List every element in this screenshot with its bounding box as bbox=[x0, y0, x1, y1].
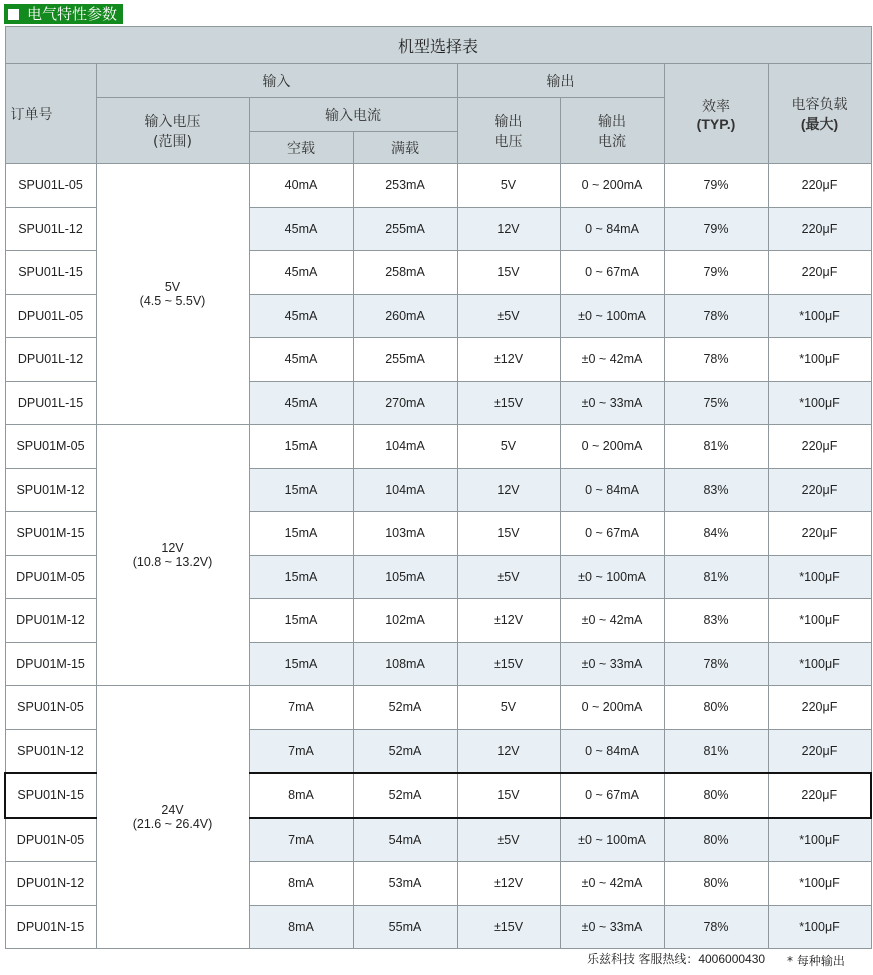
full-load-current-cell: 258mA bbox=[353, 251, 457, 295]
efficiency-cell: 79% bbox=[664, 164, 768, 208]
full-load-current-cell: 108mA bbox=[353, 642, 457, 686]
header-output-voltage-line2: 电压 bbox=[494, 133, 523, 150]
no-load-current-cell: 45mA bbox=[249, 294, 353, 338]
no-load-current-cell: 8mA bbox=[249, 773, 353, 818]
output-voltage-cell: ±15V bbox=[457, 642, 560, 686]
cap-load-cell: 220μF bbox=[768, 207, 871, 251]
model-cell: DPU01M-12 bbox=[5, 599, 96, 643]
no-load-current-cell: 40mA bbox=[249, 164, 353, 208]
model-cell: DPU01L-12 bbox=[5, 338, 96, 382]
output-voltage-cell: ±5V bbox=[457, 818, 560, 862]
no-load-current-cell: 45mA bbox=[249, 381, 353, 425]
header-output-voltage bbox=[457, 98, 560, 164]
square-icon bbox=[8, 9, 19, 20]
model-cell: SPU01N-15 bbox=[5, 773, 96, 818]
input-voltage-cell bbox=[96, 686, 249, 949]
cap-load-cell: *100μF bbox=[768, 381, 871, 425]
cap-load-cell: 220μF bbox=[768, 468, 871, 512]
cap-load-cell: *100μF bbox=[768, 862, 871, 906]
output-voltage-cell: 12V bbox=[457, 468, 560, 512]
no-load-current-cell: 15mA bbox=[249, 555, 353, 599]
output-current-cell: ±0 ~ 100mA bbox=[560, 294, 664, 338]
output-voltage-cell: ±15V bbox=[457, 381, 560, 425]
header-input-voltage-range: (范围) bbox=[153, 133, 192, 150]
full-load-current-cell: 253mA bbox=[353, 164, 457, 208]
output-voltage-cell: 12V bbox=[457, 729, 560, 773]
output-voltage-cell: ±5V bbox=[457, 294, 560, 338]
output-voltage-cell: 15V bbox=[457, 512, 560, 556]
full-load-current-cell: 53mA bbox=[353, 862, 457, 906]
output-voltage-cell: ±12V bbox=[457, 338, 560, 382]
efficiency-cell: 78% bbox=[664, 642, 768, 686]
header-output-current bbox=[560, 98, 664, 164]
output-current-cell: 0 ~ 200mA bbox=[560, 164, 664, 208]
header-input-voltage bbox=[96, 98, 249, 164]
full-load-current-cell: 52mA bbox=[353, 729, 457, 773]
efficiency-cell: 78% bbox=[664, 905, 768, 949]
cap-load-cell: 220μF bbox=[768, 729, 871, 773]
no-load-current-cell: 45mA bbox=[249, 207, 353, 251]
cap-load-cell: 220μF bbox=[768, 512, 871, 556]
no-load-current-cell: 15mA bbox=[249, 599, 353, 643]
output-current-cell: 0 ~ 67mA bbox=[560, 251, 664, 295]
no-load-current-cell: 45mA bbox=[249, 338, 353, 382]
efficiency-cell: 75% bbox=[664, 381, 768, 425]
full-load-current-cell: 54mA bbox=[353, 818, 457, 862]
header-output-current-line1: 输出 bbox=[598, 113, 626, 130]
output-voltage-cell: 5V bbox=[457, 164, 560, 208]
full-load-current-cell: 102mA bbox=[353, 599, 457, 643]
cap-load-cell: *100μF bbox=[768, 294, 871, 338]
full-load-current-cell: 105mA bbox=[353, 555, 457, 599]
header-no-load: 空载 bbox=[249, 132, 353, 164]
efficiency-cell: 80% bbox=[664, 773, 768, 818]
cap-load-cell: 220μF bbox=[768, 686, 871, 730]
cap-load-cell: *100μF bbox=[768, 555, 871, 599]
output-voltage-cell: 15V bbox=[457, 773, 560, 818]
model-cell: SPU01M-12 bbox=[5, 468, 96, 512]
efficiency-cell: 80% bbox=[664, 818, 768, 862]
table-row bbox=[5, 686, 871, 730]
no-load-current-cell: 7mA bbox=[249, 686, 353, 730]
input-voltage-value: 12V bbox=[161, 541, 184, 555]
output-voltage-cell: 5V bbox=[457, 425, 560, 469]
header-cap-load-label: 电容负载 bbox=[791, 96, 848, 113]
input-voltage-range: (10.8 ~ 13.2V) bbox=[132, 555, 213, 569]
model-cell: DPU01N-15 bbox=[5, 905, 96, 949]
efficiency-cell: 83% bbox=[664, 468, 768, 512]
output-current-cell: 0 ~ 84mA bbox=[560, 729, 664, 773]
output-current-cell: ±0 ~ 42mA bbox=[560, 338, 664, 382]
model-cell: DPU01N-05 bbox=[5, 818, 96, 862]
output-current-cell: ±0 ~ 42mA bbox=[560, 862, 664, 906]
output-current-cell: 0 ~ 84mA bbox=[560, 468, 664, 512]
efficiency-cell: 81% bbox=[664, 729, 768, 773]
full-load-current-cell: 255mA bbox=[353, 207, 457, 251]
header-full-load: 满载 bbox=[353, 132, 457, 164]
efficiency-cell: 83% bbox=[664, 599, 768, 643]
header-efficiency-typ: (TYP.) bbox=[696, 115, 736, 132]
full-load-current-cell: 103mA bbox=[353, 512, 457, 556]
output-current-cell: 0 ~ 200mA bbox=[560, 686, 664, 730]
table-caption-row bbox=[5, 27, 871, 64]
full-load-current-cell: 270mA bbox=[353, 381, 457, 425]
table-row bbox=[5, 425, 871, 469]
model-cell: SPU01M-05 bbox=[5, 425, 96, 469]
input-voltage-range: (4.5 ~ 5.5V) bbox=[139, 294, 206, 308]
output-current-cell: 0 ~ 200mA bbox=[560, 425, 664, 469]
model-cell: DPU01M-05 bbox=[5, 555, 96, 599]
output-current-cell: ±0 ~ 33mA bbox=[560, 642, 664, 686]
full-load-current-cell: 55mA bbox=[353, 905, 457, 949]
table-caption: 机型选择表 bbox=[5, 27, 871, 64]
output-current-cell: 0 ~ 84mA bbox=[560, 207, 664, 251]
output-voltage-cell: ±12V bbox=[457, 862, 560, 906]
header-input: 输入 bbox=[96, 64, 457, 98]
cap-load-cell: *100μF bbox=[768, 818, 871, 862]
no-load-current-cell: 45mA bbox=[249, 251, 353, 295]
full-load-current-cell: 52mA bbox=[353, 686, 457, 730]
header-output-voltage-line1: 输出 bbox=[494, 113, 523, 130]
footer-note: * 每种输出 bbox=[787, 954, 845, 968]
header-efficiency-label: 效率 bbox=[702, 98, 730, 115]
section-title: 电气特性参数 bbox=[27, 5, 118, 23]
efficiency-cell: 81% bbox=[664, 555, 768, 599]
model-cell: SPU01L-15 bbox=[5, 251, 96, 295]
output-voltage-cell: ±5V bbox=[457, 555, 560, 599]
header-order-no: 订单号 bbox=[5, 64, 96, 164]
table-row bbox=[5, 164, 871, 208]
header-cap-load bbox=[768, 64, 871, 164]
output-current-cell: ±0 ~ 100mA bbox=[560, 555, 664, 599]
input-voltage-value: 24V bbox=[161, 803, 184, 817]
efficiency-cell: 81% bbox=[664, 425, 768, 469]
output-voltage-cell: 15V bbox=[457, 251, 560, 295]
output-voltage-cell: 12V bbox=[457, 207, 560, 251]
output-voltage-cell: ±12V bbox=[457, 599, 560, 643]
cap-load-cell: 220μF bbox=[768, 773, 871, 818]
input-voltage-cell bbox=[96, 164, 249, 425]
efficiency-cell: 79% bbox=[664, 207, 768, 251]
output-current-cell: ±0 ~ 100mA bbox=[560, 818, 664, 862]
model-cell: SPU01M-15 bbox=[5, 512, 96, 556]
model-cell: DPU01M-15 bbox=[5, 642, 96, 686]
model-selection-table bbox=[4, 26, 872, 949]
header-input-voltage-label: 输入电压 bbox=[144, 113, 201, 130]
full-load-current-cell: 104mA bbox=[353, 425, 457, 469]
output-current-cell: ±0 ~ 33mA bbox=[560, 381, 664, 425]
no-load-current-cell: 7mA bbox=[249, 818, 353, 862]
model-cell: DPU01L-15 bbox=[5, 381, 96, 425]
full-load-current-cell: 52mA bbox=[353, 773, 457, 818]
no-load-current-cell: 7mA bbox=[249, 729, 353, 773]
no-load-current-cell: 15mA bbox=[249, 468, 353, 512]
header-cap-load-max: (最大) bbox=[800, 115, 839, 132]
no-load-current-cell: 8mA bbox=[249, 905, 353, 949]
input-voltage-cell bbox=[96, 425, 249, 686]
efficiency-cell: 80% bbox=[664, 862, 768, 906]
model-cell: SPU01L-12 bbox=[5, 207, 96, 251]
model-cell: SPU01L-05 bbox=[5, 164, 96, 208]
no-load-current-cell: 8mA bbox=[249, 862, 353, 906]
no-load-current-cell: 15mA bbox=[249, 642, 353, 686]
cap-load-cell: 220μF bbox=[768, 425, 871, 469]
full-load-current-cell: 260mA bbox=[353, 294, 457, 338]
cap-load-cell: *100μF bbox=[768, 642, 871, 686]
efficiency-cell: 78% bbox=[664, 338, 768, 382]
output-voltage-cell: ±15V bbox=[457, 905, 560, 949]
header-output: 输出 bbox=[457, 64, 664, 98]
output-current-cell: ±0 ~ 33mA bbox=[560, 905, 664, 949]
efficiency-cell: 80% bbox=[664, 686, 768, 730]
cap-load-cell: 220μF bbox=[768, 164, 871, 208]
output-voltage-cell: 5V bbox=[457, 686, 560, 730]
header-efficiency bbox=[664, 64, 768, 164]
cap-load-cell: *100μF bbox=[768, 338, 871, 382]
model-cell: SPU01N-05 bbox=[5, 686, 96, 730]
cap-load-cell: 220μF bbox=[768, 251, 871, 295]
model-cell: DPU01N-12 bbox=[5, 862, 96, 906]
cap-load-cell: *100μF bbox=[768, 905, 871, 949]
header-input-current: 输入电流 bbox=[249, 98, 457, 132]
section-title-tag bbox=[4, 4, 123, 24]
no-load-current-cell: 15mA bbox=[249, 512, 353, 556]
full-load-current-cell: 104mA bbox=[353, 468, 457, 512]
full-load-current-cell: 255mA bbox=[353, 338, 457, 382]
efficiency-cell: 79% bbox=[664, 251, 768, 295]
model-cell: DPU01L-05 bbox=[5, 294, 96, 338]
no-load-current-cell: 15mA bbox=[249, 425, 353, 469]
input-voltage-value: 5V bbox=[164, 280, 181, 294]
output-current-cell: 0 ~ 67mA bbox=[560, 773, 664, 818]
input-voltage-range: (21.6 ~ 26.4V) bbox=[132, 817, 213, 831]
model-cell: SPU01N-12 bbox=[5, 729, 96, 773]
efficiency-cell: 84% bbox=[664, 512, 768, 556]
header-output-current-line2: 电流 bbox=[598, 133, 626, 150]
output-current-cell: ±0 ~ 42mA bbox=[560, 599, 664, 643]
cap-load-cell: *100μF bbox=[768, 599, 871, 643]
output-current-cell: 0 ~ 67mA bbox=[560, 512, 664, 556]
efficiency-cell: 78% bbox=[664, 294, 768, 338]
footer-hotline: 乐兹科技 客服热线：4006000430 bbox=[587, 952, 766, 966]
footer bbox=[587, 950, 845, 968]
